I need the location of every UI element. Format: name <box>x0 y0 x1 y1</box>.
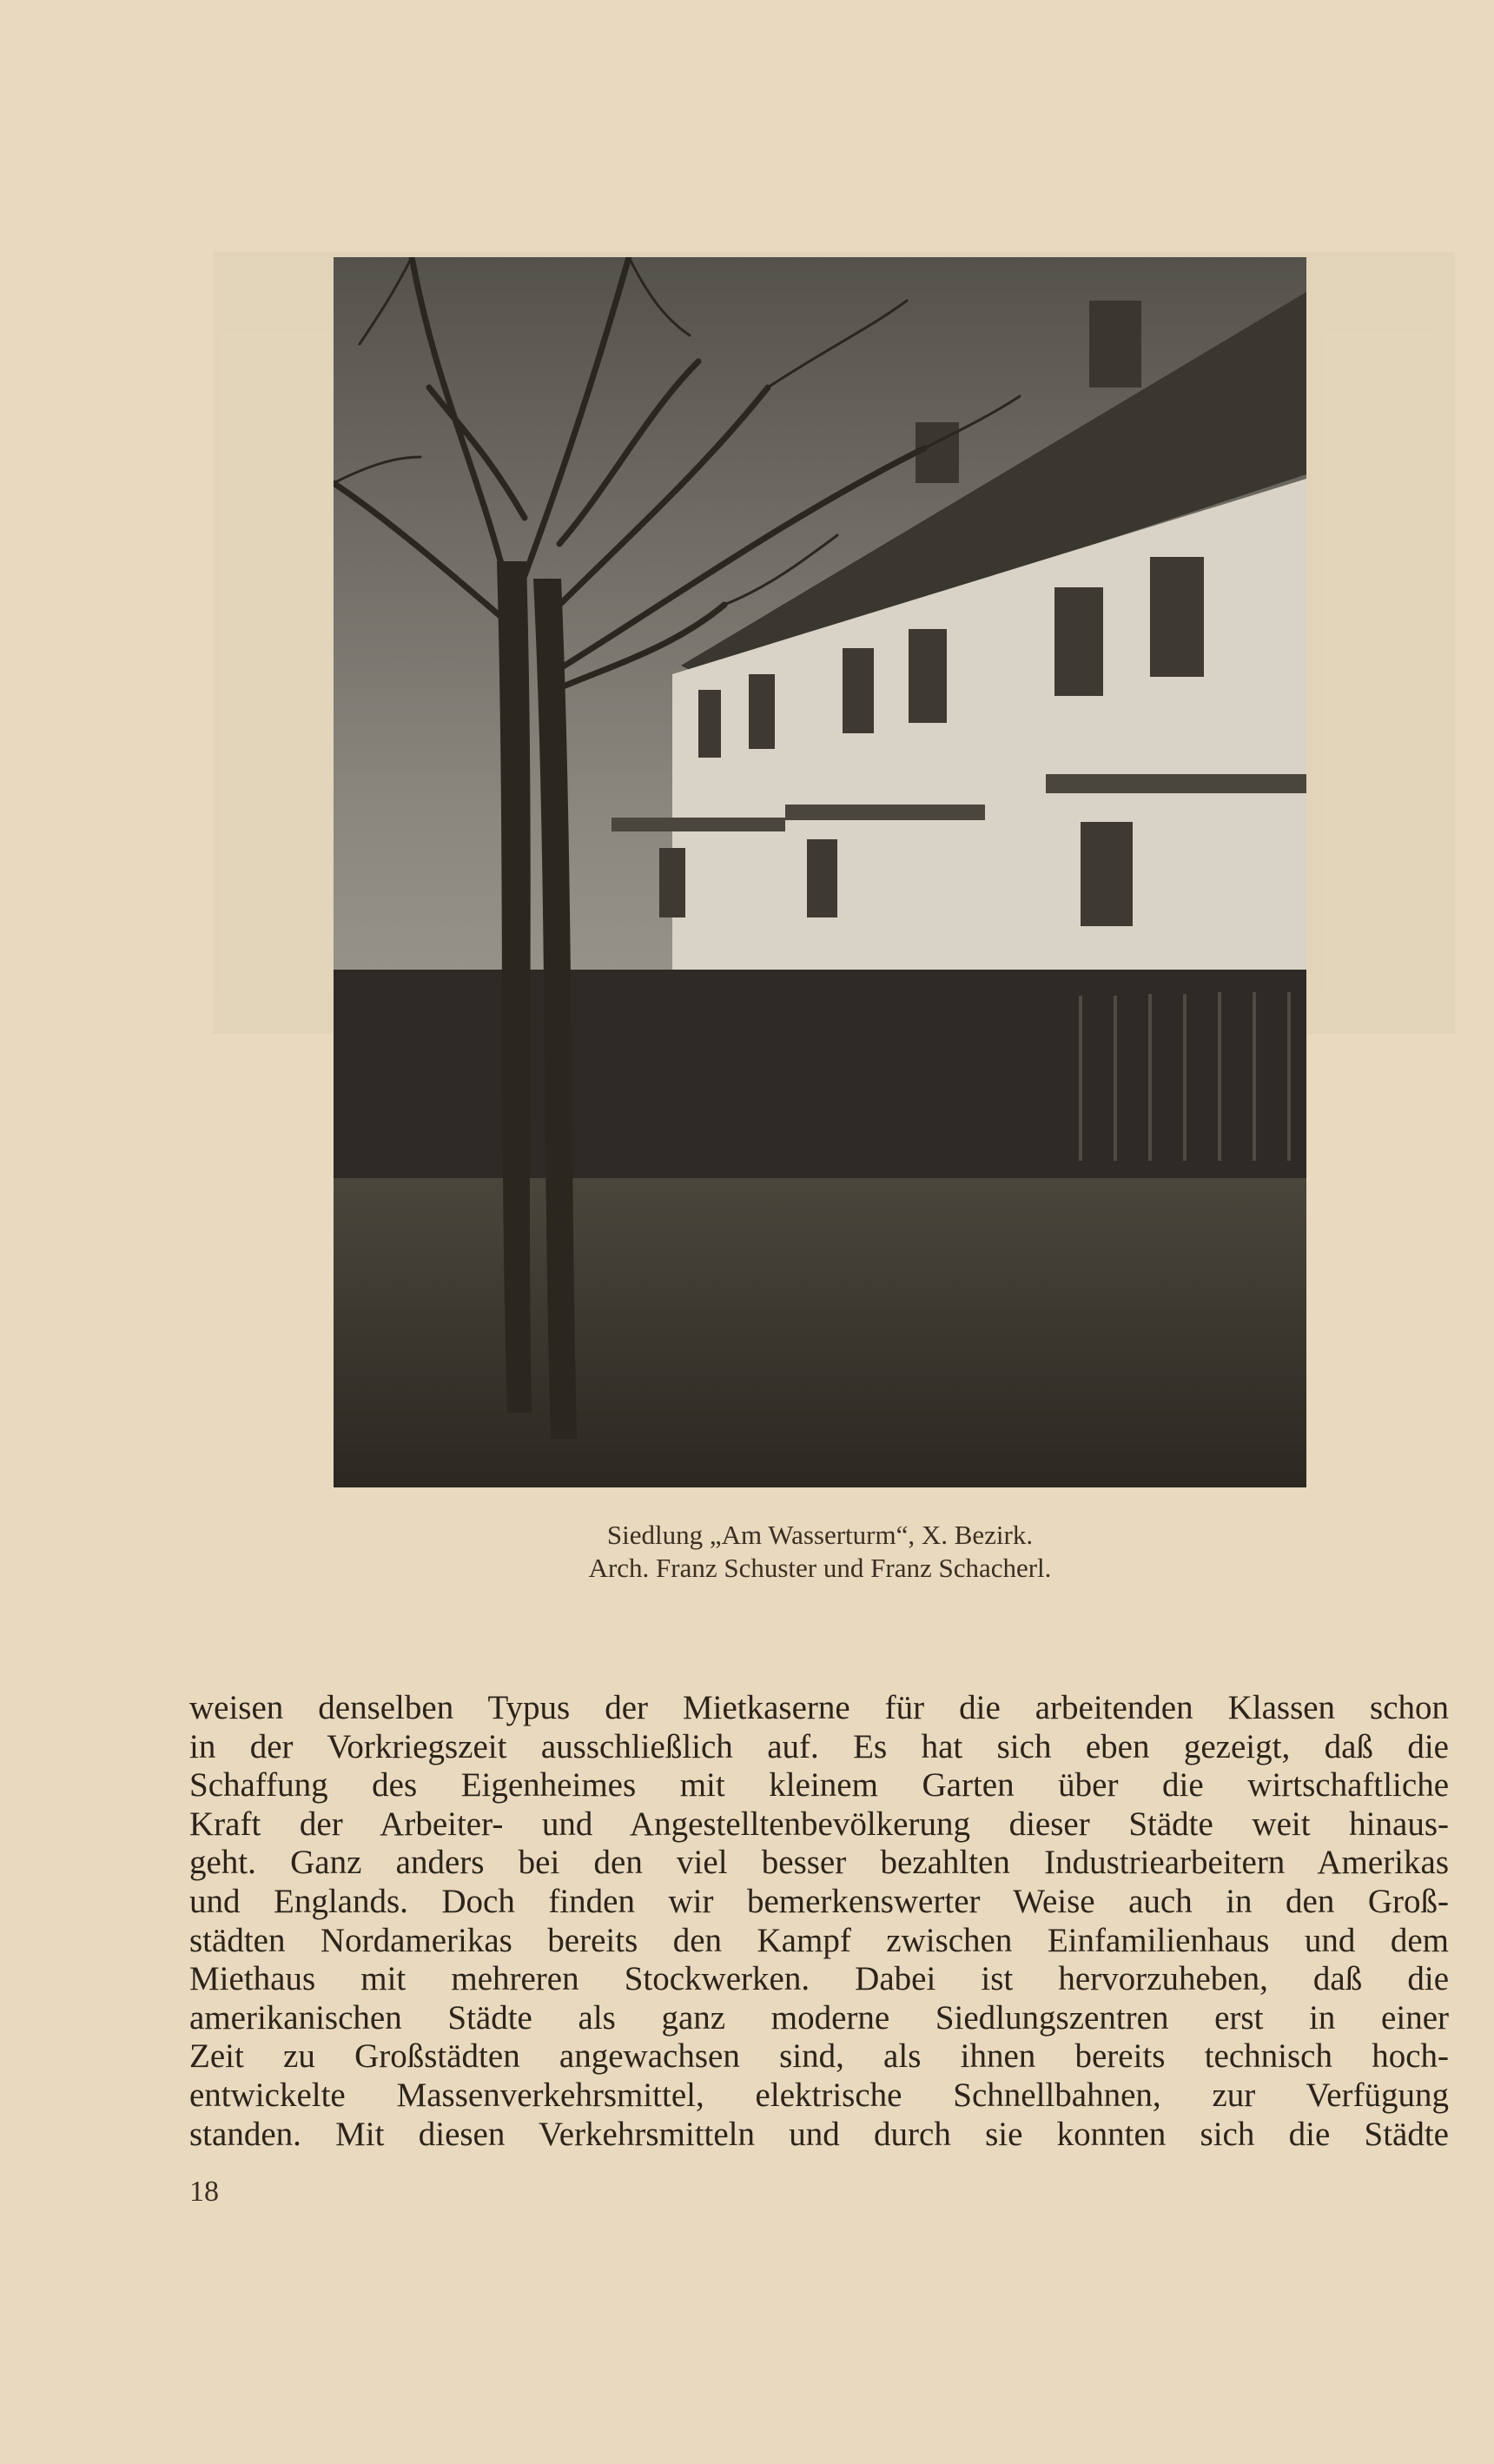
page-number: 18 <box>189 2176 219 2208</box>
text-line: standen. Mit diesen Verkehrsmitteln und durch sie konnten sich die Städte <box>189 2115 1449 2153</box>
text-line: entwickelte Massenverkehrsmittel, elektrische Schnellbahnen, zur Verfügung <box>189 2076 1449 2114</box>
text-line: Kraft der Arbeiter- und Angestelltenbevölkerung dieser Städte weit hinaus- <box>189 1805 1449 1843</box>
photo-caption <box>334 1519 1306 1585</box>
text-line: Miethaus mit mehreren Stockwerken. Dabei ist hervorzuheben, daß die <box>189 1960 1449 1998</box>
text-line: und Englands. Doch finden wir bemerkenswerter Weise auch in den Groß- <box>189 1882 1449 1920</box>
text-line: städten Nordamerikas bereits den Kampf zwischen Einfamilienhaus und dem <box>189 1921 1449 1959</box>
caption-line-1: Siedlung „Am Wasserturm“, X. Bezirk. <box>606 1520 1034 1550</box>
text-line: geht. Ganz anders bei den viel besser bezahlten Industriearbeitern Amerikas <box>189 1844 1449 1882</box>
text-line: Zeit zu Großstädten angewachsen sind, als ihnen bereits technisch hoch- <box>189 2037 1449 2076</box>
text-line: weisen denselben Typus der Mietkaserne für die arbeitenden Klassen schon <box>189 1689 1449 1726</box>
caption-line-2: Arch. Franz Schuster und Franz Schacherl. <box>588 1553 1052 1583</box>
settlement-photo <box>334 257 1306 1487</box>
text-line: amerikanischen Städte als ganz moderne Siedlungszentren erst in einer <box>189 1998 1449 2037</box>
text-line: in der Vorkriegszeit ausschließlich auf. Es hat sich eben gezeigt, daß die <box>189 1727 1449 1765</box>
house-with-tree-photo-icon <box>334 257 1306 1487</box>
text-line: Schaffung des Eigenheimes mit kleinem Garten über die wirtschaftliche <box>189 1766 1449 1805</box>
body-paragraph <box>189 1689 1449 2154</box>
